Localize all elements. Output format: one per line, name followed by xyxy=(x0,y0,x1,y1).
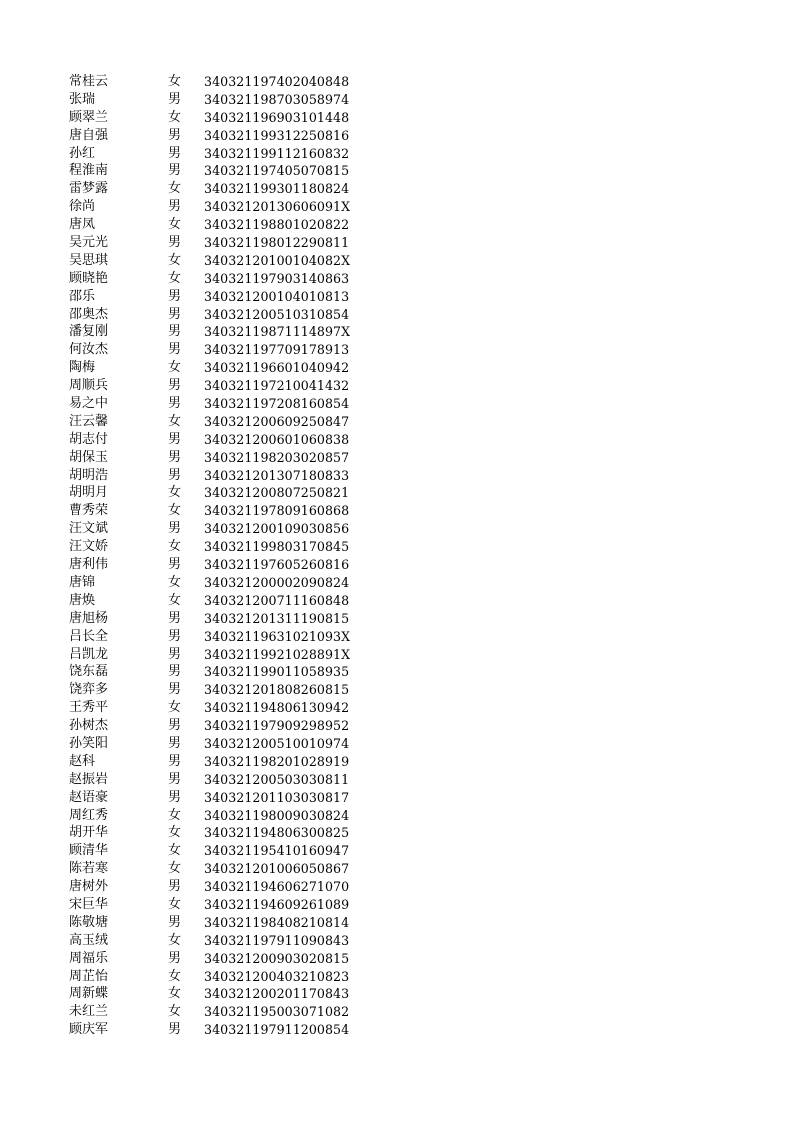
table-row xyxy=(0,162,793,180)
table-row xyxy=(0,127,793,145)
person-id-number: 340321197208160854 xyxy=(204,396,350,412)
person-id-number: 340321199312250816 xyxy=(204,127,350,143)
person-gender: 男 xyxy=(168,127,182,143)
person-name: 曹秀荣 xyxy=(69,503,109,519)
table-row xyxy=(0,109,793,127)
person-id-number: 340321200403210823 xyxy=(204,968,350,984)
person-name: 孙笑阳 xyxy=(69,735,109,751)
person-gender: 男 xyxy=(168,521,182,537)
person-id-number: 340321198203020857 xyxy=(204,449,350,465)
person-gender: 男 xyxy=(168,753,182,769)
person-id-number: 340321201307180833 xyxy=(204,467,350,483)
person-gender: 男 xyxy=(168,288,182,304)
table-row xyxy=(0,1003,793,1021)
person-id-number: 340321201103030817 xyxy=(204,789,350,805)
table-row xyxy=(0,681,793,699)
person-name: 赵语豪 xyxy=(69,789,109,805)
person-gender: 男 xyxy=(168,646,182,662)
table-row xyxy=(0,950,793,968)
table-row xyxy=(0,610,793,628)
person-gender: 男 xyxy=(168,664,182,680)
person-gender: 女 xyxy=(168,825,182,841)
person-id-number: 340321197911090843 xyxy=(204,932,350,948)
person-id-number: 340321200711160848 xyxy=(204,592,350,608)
table-row xyxy=(0,502,793,520)
person-gender: 男 xyxy=(168,718,182,734)
person-id-number: 340321197911200854 xyxy=(204,1022,350,1038)
person-name: 宋巨华 xyxy=(69,896,109,912)
table-row xyxy=(0,860,793,878)
table-row xyxy=(0,270,793,288)
person-gender: 男 xyxy=(168,610,182,626)
person-id-number: 340321197709178913 xyxy=(204,342,350,358)
person-gender: 女 xyxy=(168,932,182,948)
person-name: 唐旭杨 xyxy=(69,610,109,626)
person-id-number: 340321201006050867 xyxy=(204,861,350,877)
person-name: 潘复刚 xyxy=(69,324,109,340)
person-id-number: 340321198801020822 xyxy=(204,217,350,233)
person-id-number: 340321200002090824 xyxy=(204,574,350,590)
table-row xyxy=(0,699,793,717)
table-row xyxy=(0,878,793,896)
person-gender: 女 xyxy=(168,252,182,268)
person-gender: 男 xyxy=(168,771,182,787)
person-name: 陈若寒 xyxy=(69,861,109,877)
table-row xyxy=(0,323,793,341)
person-gender: 男 xyxy=(168,449,182,465)
person-id-number: 340321200609250847 xyxy=(204,413,350,429)
person-name: 常桂云 xyxy=(69,74,109,89)
person-id-number: 340321198009030824 xyxy=(204,807,350,823)
person-id-number: 34032119921028891X xyxy=(204,646,351,662)
person-name: 吕凯龙 xyxy=(69,646,109,662)
table-row xyxy=(0,807,793,825)
person-name: 汪云馨 xyxy=(69,413,109,429)
person-name: 唐锦 xyxy=(69,574,96,590)
person-id-number: 340321195003071082 xyxy=(204,1004,350,1020)
person-gender: 男 xyxy=(168,431,182,447)
person-gender: 男 xyxy=(168,396,182,412)
person-gender: 男 xyxy=(168,342,182,358)
person-name: 唐凤 xyxy=(69,217,96,233)
person-id-number: 340321200104010813 xyxy=(204,288,350,304)
person-name: 何汝杰 xyxy=(69,342,109,358)
person-id-number: 340321200503030811 xyxy=(204,771,350,787)
table-row xyxy=(0,431,793,449)
person-name: 邵乐 xyxy=(69,288,96,304)
person-id-number: 340321194806300825 xyxy=(204,825,350,841)
person-id-number: 340321197903140863 xyxy=(204,270,350,286)
person-name: 胡明月 xyxy=(69,485,109,501)
table-row xyxy=(0,628,793,646)
person-id-number: 340321199301180824 xyxy=(204,181,350,197)
table-row xyxy=(0,968,793,986)
person-name: 孙树杰 xyxy=(69,718,109,734)
person-id-number: 340321197402040848 xyxy=(204,74,350,89)
person-id-number: 340321198012290811 xyxy=(204,235,350,251)
person-name: 胡保玉 xyxy=(69,449,109,465)
person-name: 顾庆军 xyxy=(69,1022,109,1038)
person-name: 周顺兵 xyxy=(69,378,109,394)
person-name: 陈敬塘 xyxy=(69,914,109,930)
person-gender: 男 xyxy=(168,306,182,322)
table-row xyxy=(0,377,793,395)
person-id-number: 340321200903020815 xyxy=(204,950,350,966)
person-gender: 男 xyxy=(168,950,182,966)
person-name: 胡开华 xyxy=(69,825,109,841)
person-name: 唐树外 xyxy=(69,879,109,895)
person-gender: 女 xyxy=(168,574,182,590)
person-gender: 女 xyxy=(168,968,182,984)
table-row xyxy=(0,288,793,306)
person-name: 周芷怡 xyxy=(69,968,109,984)
table-row xyxy=(0,663,793,681)
person-id-number: 340321199803170845 xyxy=(204,539,350,555)
person-name: 顾清华 xyxy=(69,843,109,859)
person-name: 未红兰 xyxy=(69,1004,109,1020)
table-row xyxy=(0,538,793,556)
person-gender: 女 xyxy=(168,109,182,125)
person-gender: 女 xyxy=(168,592,182,608)
person-name: 汪文娇 xyxy=(69,539,109,555)
person-gender: 女 xyxy=(168,485,182,501)
person-name: 赵科 xyxy=(69,753,96,769)
person-id-number: 340321199112160832 xyxy=(204,145,350,161)
person-name: 饶东磊 xyxy=(69,664,109,680)
person-gender: 男 xyxy=(168,879,182,895)
table-row xyxy=(0,789,793,807)
person-id-number: 34032119631021093X xyxy=(204,628,351,644)
person-gender: 女 xyxy=(168,843,182,859)
person-gender: 女 xyxy=(168,986,182,1002)
person-gender: 男 xyxy=(168,557,182,573)
table-row xyxy=(0,341,793,359)
person-gender: 男 xyxy=(168,1022,182,1038)
person-name: 唐利伟 xyxy=(69,557,109,573)
person-id-number: 340321194609261089 xyxy=(204,896,350,912)
person-id-number: 340321194606271070 xyxy=(204,879,350,895)
table-row xyxy=(0,1021,793,1039)
table-row xyxy=(0,771,793,789)
table-row xyxy=(0,824,793,842)
person-name: 邵奥杰 xyxy=(69,306,109,322)
person-gender: 男 xyxy=(168,145,182,161)
table-row xyxy=(0,234,793,252)
person-name: 易之中 xyxy=(69,396,109,412)
person-gender: 女 xyxy=(168,74,182,89)
person-name: 陶梅 xyxy=(69,360,96,376)
person-name: 唐焕 xyxy=(69,592,96,608)
person-id-number: 340321196601040942 xyxy=(204,360,350,376)
table-row xyxy=(0,145,793,163)
person-gender: 女 xyxy=(168,700,182,716)
person-gender: 女 xyxy=(168,861,182,877)
person-name: 吴思琪 xyxy=(69,252,109,268)
person-id-number: 340321200109030856 xyxy=(204,521,350,537)
table-row xyxy=(0,306,793,324)
person-gender: 男 xyxy=(168,914,182,930)
person-name: 唐自强 xyxy=(69,127,109,143)
person-gender: 男 xyxy=(168,163,182,179)
person-name: 饶弈多 xyxy=(69,682,109,698)
person-gender: 女 xyxy=(168,181,182,197)
table-row xyxy=(0,216,793,234)
person-gender: 女 xyxy=(168,503,182,519)
person-gender: 男 xyxy=(168,789,182,805)
table-row xyxy=(0,735,793,753)
table-row xyxy=(0,91,793,109)
person-name: 王秀平 xyxy=(69,700,109,716)
person-id-number: 340321200201170843 xyxy=(204,986,350,1002)
person-id-number: 340321197605260816 xyxy=(204,557,350,573)
table-row xyxy=(0,717,793,735)
person-id-number: 34032120100104082X xyxy=(204,252,351,268)
person-name: 高玉绒 xyxy=(69,932,109,948)
roster-table xyxy=(0,73,793,1039)
person-id-number: 340321195410160947 xyxy=(204,843,350,859)
person-name: 周新蝶 xyxy=(69,986,109,1002)
person-gender: 男 xyxy=(168,91,182,107)
table-row xyxy=(0,180,793,198)
person-gender: 女 xyxy=(168,270,182,286)
person-name: 胡明浩 xyxy=(69,467,109,483)
person-name: 顾翠兰 xyxy=(69,109,109,125)
person-id-number: 340321200510310854 xyxy=(204,306,350,322)
person-id-number: 340321198201028919 xyxy=(204,753,350,769)
person-id-number: 340321200601060838 xyxy=(204,431,350,447)
person-name: 汪文斌 xyxy=(69,521,109,537)
person-id-number: 340321198703058974 xyxy=(204,91,350,107)
person-id-number: 340321201311190815 xyxy=(204,610,350,626)
person-id-number: 340321200807250821 xyxy=(204,485,350,501)
table-row xyxy=(0,932,793,950)
person-gender: 女 xyxy=(168,413,182,429)
table-row xyxy=(0,413,793,431)
person-id-number: 340321194806130942 xyxy=(204,700,350,716)
table-row xyxy=(0,73,793,91)
person-gender: 女 xyxy=(168,360,182,376)
table-row xyxy=(0,914,793,932)
person-name: 周福乐 xyxy=(69,950,109,966)
person-name: 雷梦露 xyxy=(69,181,109,197)
person-gender: 男 xyxy=(168,235,182,251)
person-gender: 男 xyxy=(168,324,182,340)
person-id-number: 34032119871114897X xyxy=(204,324,351,340)
person-name: 顾晓艳 xyxy=(69,270,109,286)
person-id-number: 340321200510010974 xyxy=(204,735,350,751)
person-gender: 男 xyxy=(168,682,182,698)
person-name: 孙红 xyxy=(69,145,96,161)
person-id-number: 340321197405070815 xyxy=(204,163,350,179)
person-id-number: 340321196903101448 xyxy=(204,109,350,125)
table-row xyxy=(0,556,793,574)
table-row xyxy=(0,252,793,270)
person-gender: 女 xyxy=(168,1004,182,1020)
table-row xyxy=(0,646,793,664)
person-name: 徐尚 xyxy=(69,199,96,215)
table-row xyxy=(0,395,793,413)
table-row xyxy=(0,520,793,538)
person-id-number: 340321198408210814 xyxy=(204,914,350,930)
person-name: 赵振岩 xyxy=(69,771,109,787)
person-name: 吴元光 xyxy=(69,235,109,251)
person-id-number: 340321197809160868 xyxy=(204,503,350,519)
table-row xyxy=(0,198,793,216)
person-id-number: 340321199011058935 xyxy=(204,664,350,680)
person-gender: 女 xyxy=(168,807,182,823)
table-row xyxy=(0,359,793,377)
person-gender: 男 xyxy=(168,735,182,751)
person-gender: 女 xyxy=(168,217,182,233)
person-id-number: 340321201808260815 xyxy=(204,682,350,698)
table-row xyxy=(0,896,793,914)
person-name: 程淮南 xyxy=(69,163,109,179)
table-row xyxy=(0,574,793,592)
table-row xyxy=(0,592,793,610)
person-gender: 女 xyxy=(168,896,182,912)
person-name: 吕长全 xyxy=(69,628,109,644)
person-gender: 女 xyxy=(168,539,182,555)
person-name: 胡志付 xyxy=(69,431,109,447)
table-row xyxy=(0,467,793,485)
person-id-number: 340321197210041432 xyxy=(204,378,350,394)
person-name: 周红秀 xyxy=(69,807,109,823)
person-gender: 男 xyxy=(168,628,182,644)
table-row xyxy=(0,985,793,1003)
table-row xyxy=(0,842,793,860)
person-gender: 男 xyxy=(168,378,182,394)
person-gender: 男 xyxy=(168,467,182,483)
person-id-number: 34032120130606091X xyxy=(204,199,351,215)
person-name: 张瑞 xyxy=(69,91,96,107)
person-id-number: 340321197909298952 xyxy=(204,718,350,734)
person-gender: 男 xyxy=(168,199,182,215)
table-row xyxy=(0,753,793,771)
table-row xyxy=(0,449,793,467)
table-row xyxy=(0,484,793,502)
